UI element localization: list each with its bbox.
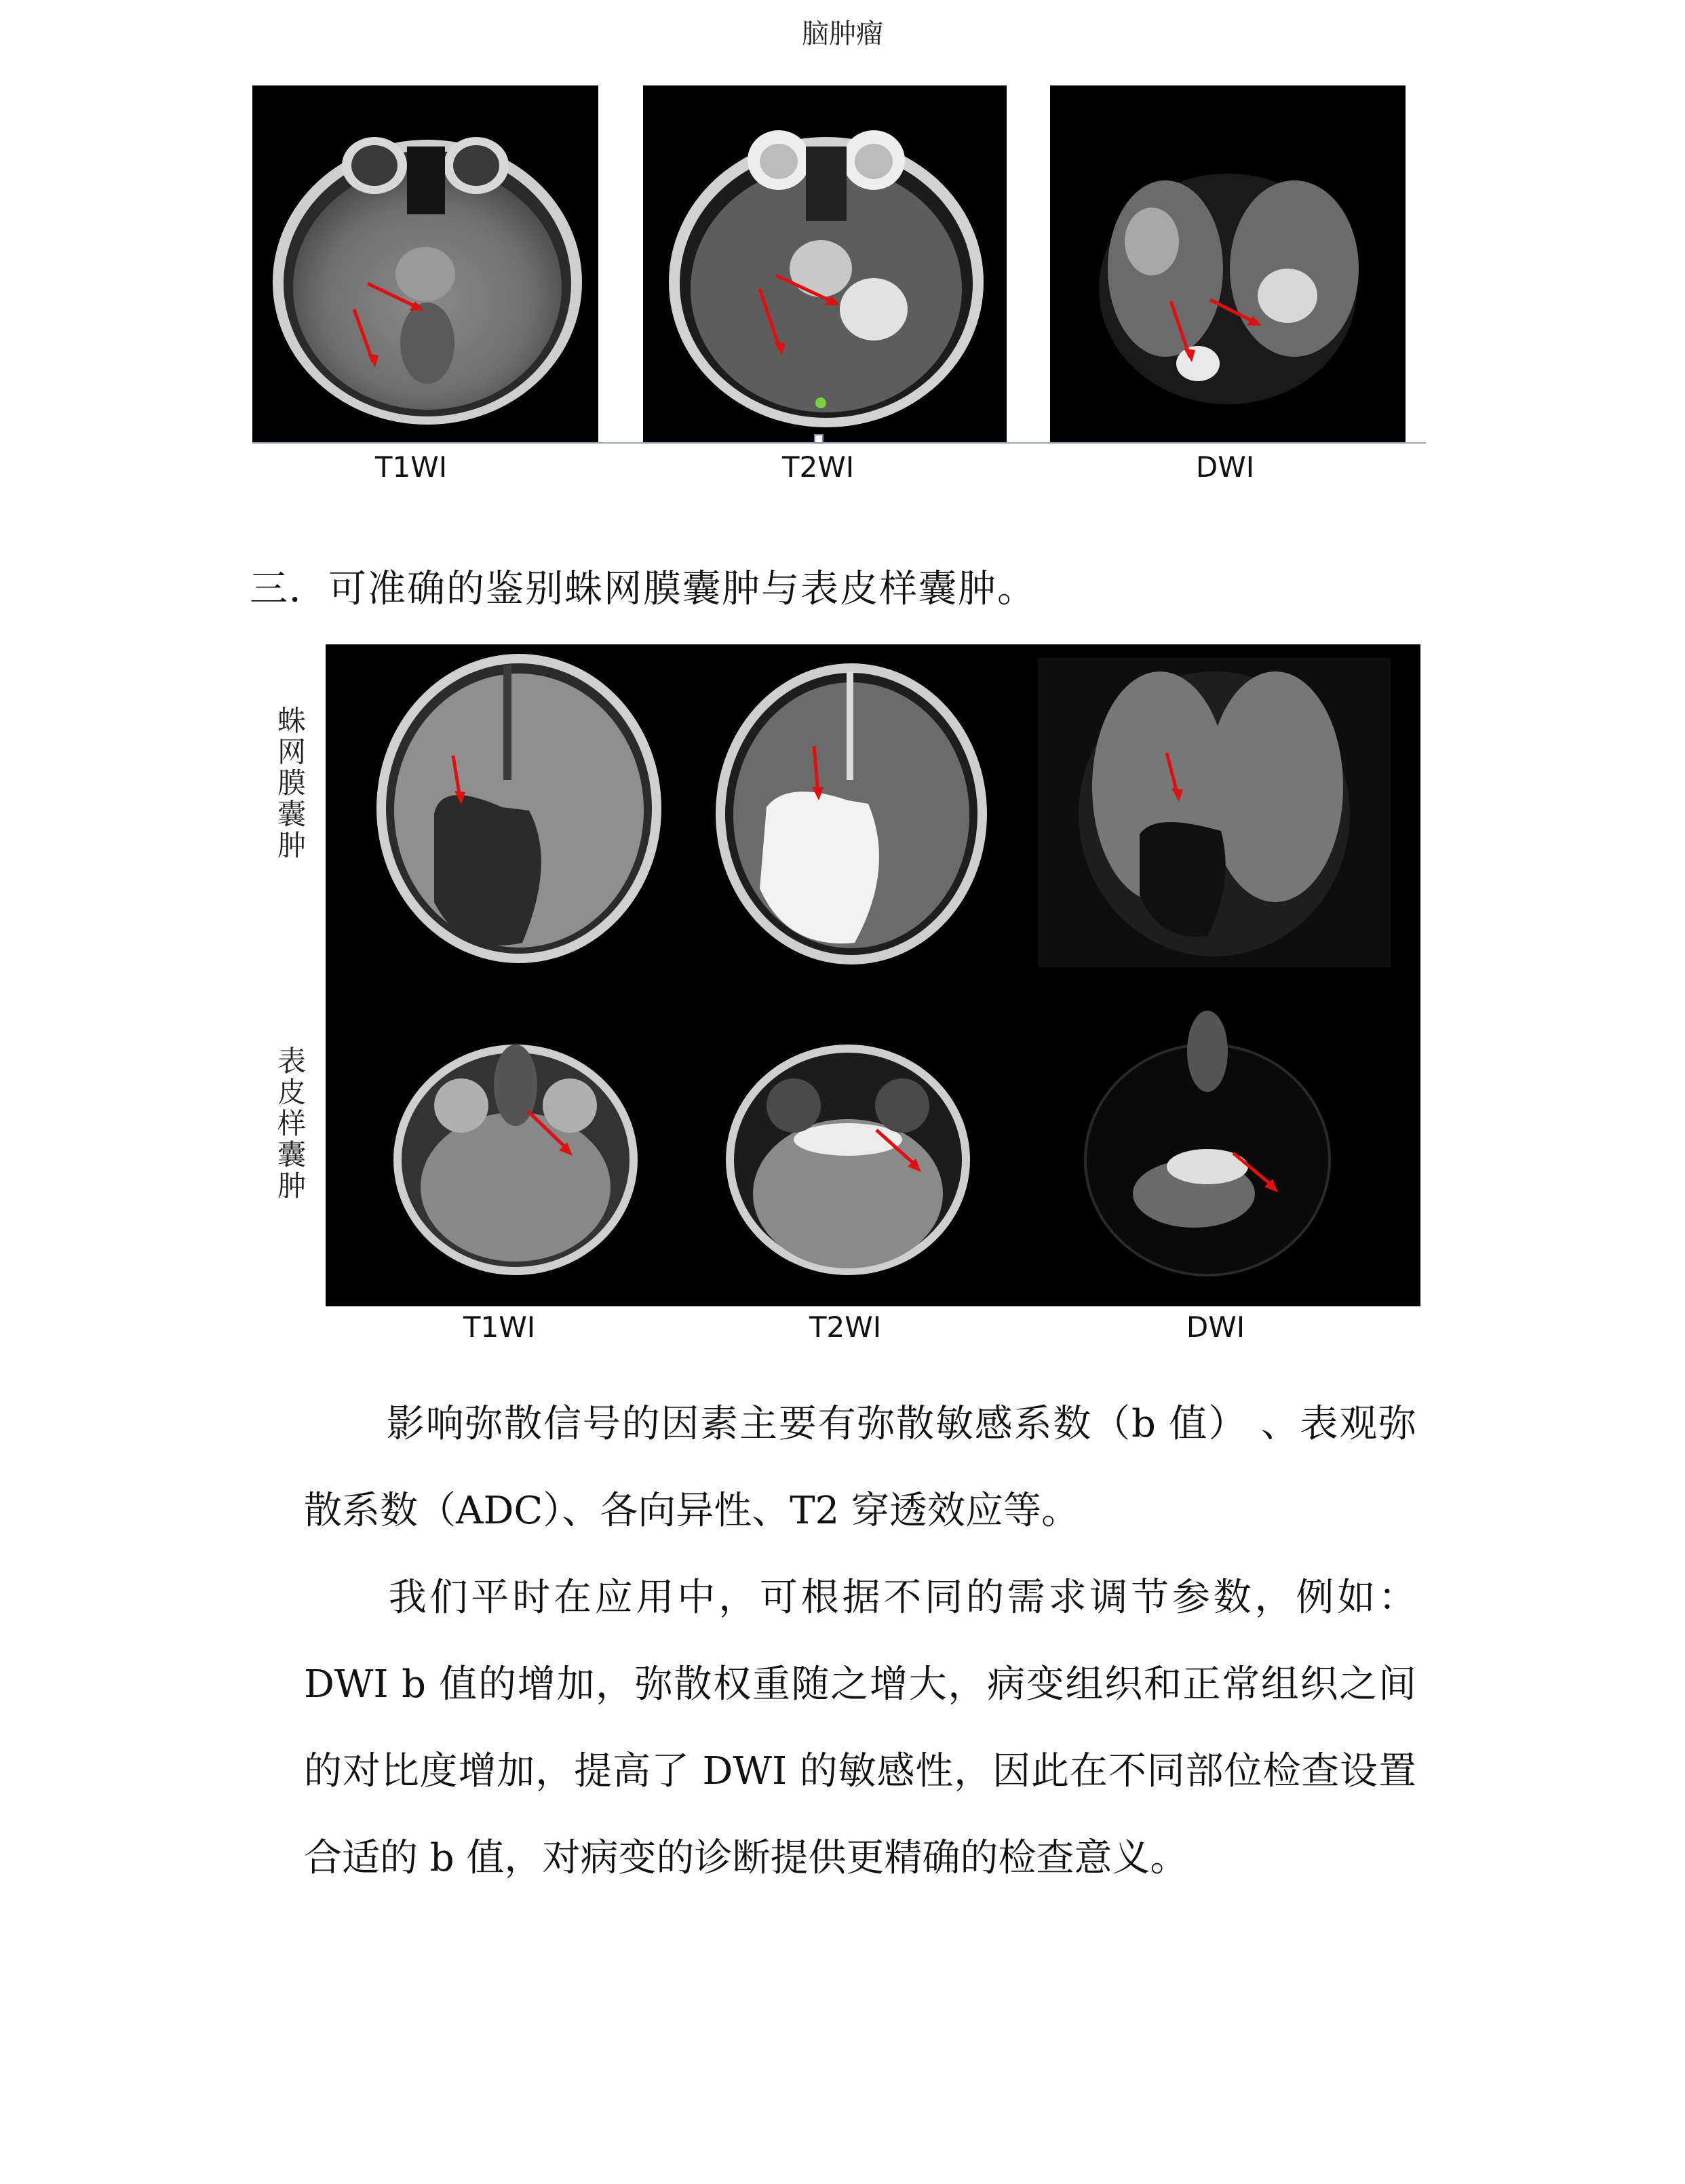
figure2-label-t2wi: T2WI (809, 1310, 882, 1344)
figure1-label-t1wi: T1WI (374, 450, 448, 484)
figure2-label-t1wi: T1WI (463, 1310, 536, 1344)
page-header-title: 脑肿瘤 (802, 18, 883, 50)
paragraph-1-text: 影响弥散信号的因素主要有弥散敏感系数（b 值） 、表观弥散系数（ADC）、各向异性、T2 穿透效应等。 (304, 1402, 1416, 1533)
paragraph-1 (304, 1381, 1416, 1555)
paragraph-2 (304, 1555, 1416, 1902)
figure1-label-dwi: DWI (1195, 450, 1255, 484)
figure1-label-t2wi: T2WI (781, 450, 855, 484)
figure2-row-label-epidermoid-cyst: 表皮样囊肿 (277, 1045, 306, 1203)
figure1-t2wi-image (643, 85, 1007, 442)
figure1-baseline-divider (252, 442, 1426, 444)
figure1-selection-handle (814, 434, 824, 444)
figure2-label-dwi: DWI (1186, 1310, 1245, 1344)
section-heading: 三．可准确的鉴别蛛网膜囊肿与表皮样囊肿。 (250, 567, 1037, 611)
figure2-image-grid (326, 644, 1420, 1306)
figure1-t1wi-image (252, 85, 598, 442)
figure2-row-label-arachnoid-cyst: 蛛网膜囊肿 (277, 704, 306, 862)
paragraph-2-text: 我们平时在应用中，可根据不同的需求调节参数，例如：DWI b 值的增加，弥散权重随之增大，病变组织和正常组织之间的对比度增加，提高了 DWI 的敏感性，因此在不同部位检查设置合适的 b 值，对病变的诊断提供更精确的检查意义。 (304, 1576, 1416, 1880)
figure1-dwi-image (1050, 85, 1406, 442)
